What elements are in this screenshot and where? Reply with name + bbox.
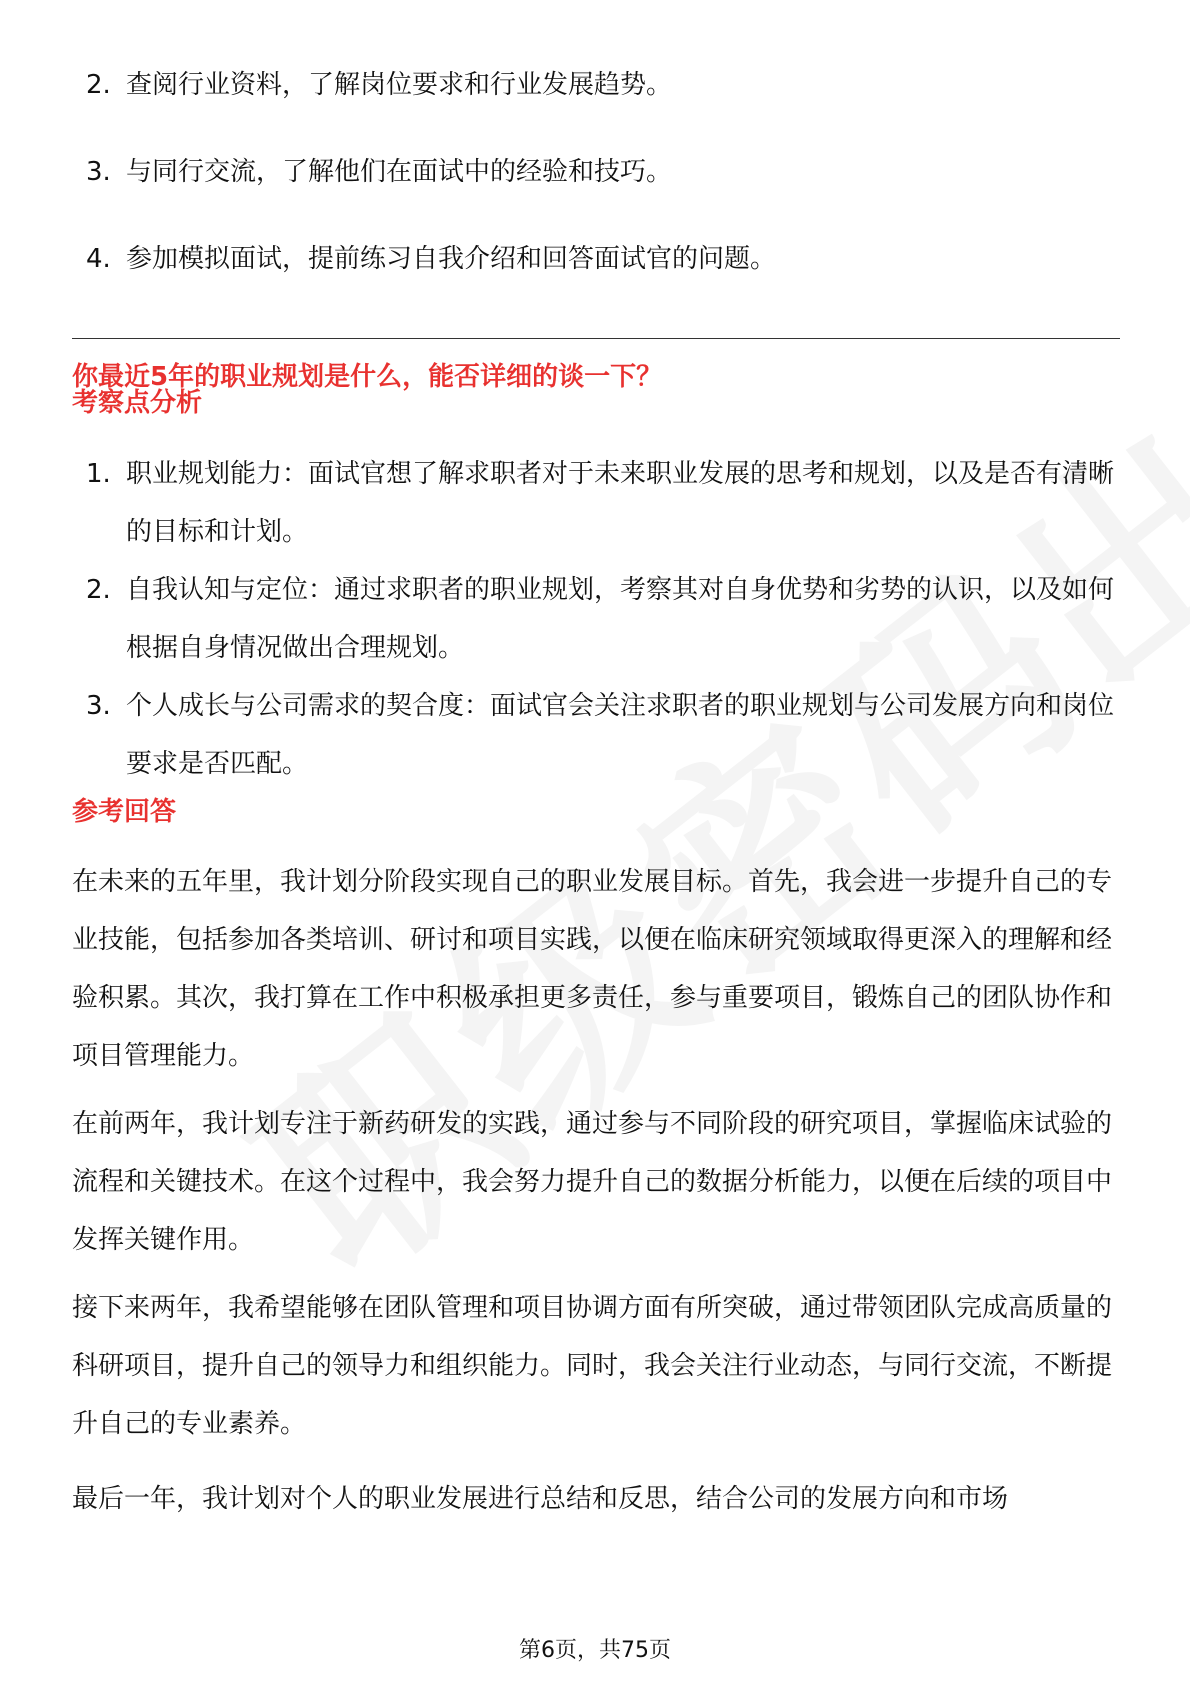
- list-item-number: 4.: [86, 244, 111, 274]
- answer-paragraph: 在未来的五年里，我计划分阶段实现自己的职业发展目标。首先，我会进一步提升自己的专业技能，包括参加各类培训、研讨和项目实践，以便在临床研究领域取得更深入的理解和经验积累。其次，我打算在工作中积极承担更多责任，参与重要项目，锻炼自己的团队协作和项目管理能力。: [72, 867, 1113, 1071]
- list-item-text: 与同行交流，了解他们在面试中的经验和技巧。: [126, 157, 673, 187]
- list-item: [72, 561, 1120, 677]
- list-item-text: 查阅行业资料，了解岗位要求和行业发展趋势。: [126, 70, 673, 100]
- list-item: [72, 677, 1120, 793]
- list-item-text: 参加模拟面试，提前练习自我介绍和回答面试官的问题。: [126, 244, 777, 274]
- list-item-text: 个人成长与公司需求的契合度：面试官会关注求职者的职业规划与公司发展方向和岗位要求是否匹配。: [126, 691, 1115, 779]
- list-item-number: 2.: [86, 575, 111, 605]
- list-item-text: 职业规划能力：面试官想了解求职者对于未来职业发展的思考和规划，以及是否有清晰的目标和计划。: [126, 459, 1115, 547]
- answer-paragraph: 在前两年，我计划专注于新药研发的实践，通过参与不同阶段的研究项目，掌握临床试验的流程和关键技术。在这个过程中，我会努力提升自己的数据分析能力，以便在后续的项目中发挥关键作用。: [72, 1109, 1113, 1255]
- answer-paragraph: 最后一年，我计划对个人的职业发展进行总结和反思，结合公司的发展方向和市场: [72, 1484, 1009, 1514]
- list-item: [72, 445, 1120, 561]
- page-footer: 第6页，共75页: [519, 1638, 671, 1663]
- analysis-heading: 考察点分析: [72, 388, 203, 418]
- answer-heading: 参考回答: [72, 797, 177, 827]
- list-item: [72, 143, 1120, 201]
- list-item-number: 2.: [86, 70, 111, 100]
- list-item-number: 3.: [86, 157, 111, 187]
- answer-paragraph: 接下来两年，我希望能够在团队管理和项目协调方面有所突破，通过带领团队完成高质量的科研项目，提升自己的领导力和组织能力。同时，我会关注行业动态，与同行交流，不断提升自己的专业素养。: [72, 1293, 1113, 1439]
- section-divider: [72, 338, 1120, 339]
- list-item-text: 自我认知与定位：通过求职者的职业规划，考察其对自身优势和劣势的认识，以及如何根据自身情况做出合理规划。: [126, 575, 1115, 663]
- list-item: [72, 56, 1120, 114]
- interview-question: 你最近5年的职业规划是什么，能否详细的谈一下？: [72, 362, 663, 392]
- list-item-number: 3.: [86, 691, 111, 721]
- list-item: [72, 230, 1120, 288]
- list-item-number: 1.: [86, 459, 111, 489]
- analysis-list: [72, 445, 1120, 793]
- continued-tips-list: [72, 56, 1120, 317]
